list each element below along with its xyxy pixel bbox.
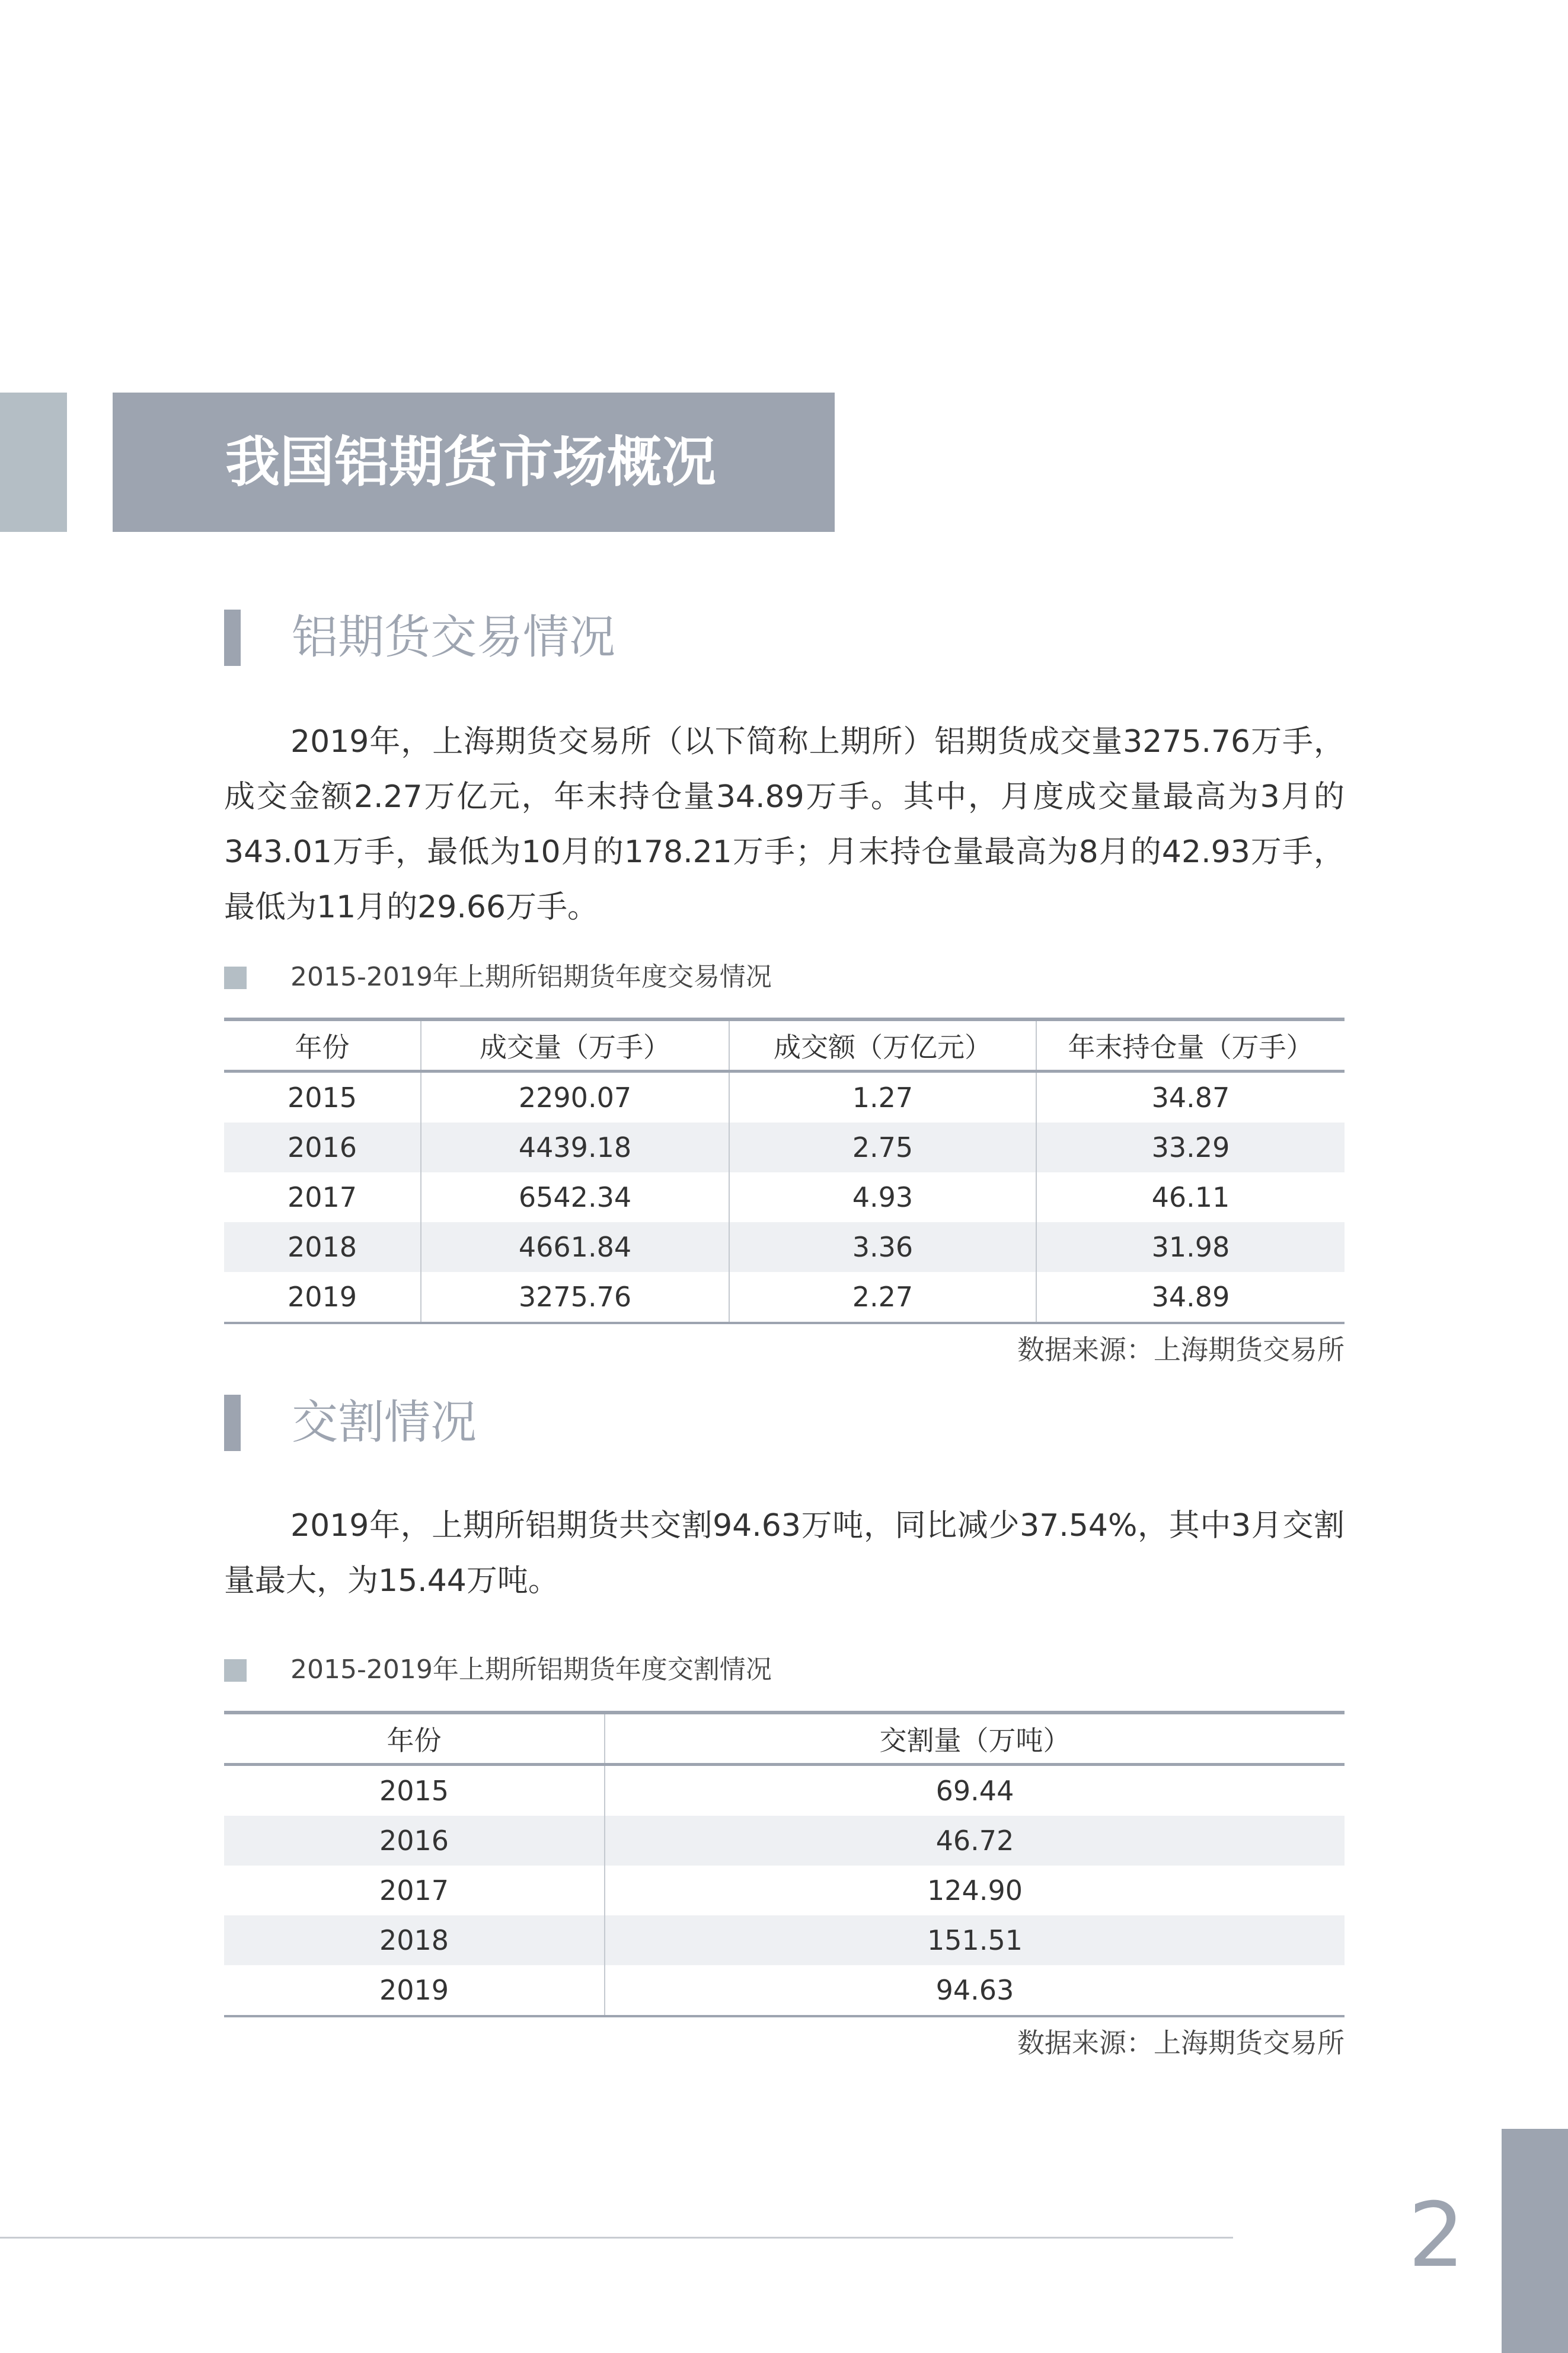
column-header: 年末持仓量（万手） xyxy=(1036,1019,1345,1072)
table-cell: 2015 xyxy=(379,1775,449,1807)
table-row xyxy=(224,1915,1345,1965)
trading-paragraph: 2019年，上海期货交易所（以下简称上期所）铝期货成交量3275.76万手，成交金额2.27万亿元，年末持仓量34.89万手。其中，月度成交量最高为3月的343.01万手，最低为10月的178.21万手；月末持仓量最高为8月的42.93万手，最低为11月的29.66万手。 xyxy=(224,724,1345,925)
table-cell: 2016 xyxy=(224,1816,605,1866)
caption-marker xyxy=(224,1659,247,1682)
table-cell: 2018 xyxy=(224,1222,421,1272)
column-header: 年份 xyxy=(224,1019,421,1072)
trading-table xyxy=(224,1018,1345,1324)
table-row xyxy=(224,1965,1345,2016)
section-title-trading: 铝期货交易情况 xyxy=(292,611,616,664)
column-header: 成交额（万亿元） xyxy=(729,1019,1036,1072)
table-cell: 124.90 xyxy=(605,1866,1345,1915)
table-row xyxy=(224,1765,1345,1816)
table-cell: 6542.34 xyxy=(421,1172,729,1222)
column-header: 成交量（万手） xyxy=(421,1019,729,1072)
table-cell: 3275.76 xyxy=(421,1272,729,1323)
table-row xyxy=(224,1866,1345,1915)
table-row xyxy=(224,1123,1345,1172)
table-cell: 2.27 xyxy=(729,1272,1036,1323)
table-cell: 2018 xyxy=(224,1915,605,1965)
table-cell: 1.27 xyxy=(729,1072,1036,1123)
column-header: 年份 xyxy=(224,1713,605,1765)
delivery-table xyxy=(224,1711,1345,2017)
section-title-delivery: 交割情况 xyxy=(292,1396,477,1449)
column-header: 交割量（万吨） xyxy=(605,1713,1345,1765)
table-header-row xyxy=(224,1019,1345,1072)
section-marker xyxy=(224,610,241,666)
table-cell: 4.93 xyxy=(729,1172,1036,1222)
right-edge-tab xyxy=(1502,2129,1568,2353)
table-cell: 2015 xyxy=(287,1082,357,1114)
table-header-row xyxy=(224,1713,1345,1765)
table-cell: 46.72 xyxy=(605,1816,1345,1866)
chapter-title: 我国铝期货市场概况 xyxy=(225,431,717,494)
table-cell: 34.87 xyxy=(1036,1072,1345,1123)
table-cell: 33.29 xyxy=(1036,1123,1345,1172)
table-cell: 69.44 xyxy=(605,1765,1345,1816)
table-cell: 2019 xyxy=(224,1965,605,2016)
table-cell: 3.36 xyxy=(729,1222,1036,1272)
delivery-table-caption: 2015-2019年上期所铝期货年度交割情况 xyxy=(290,1654,772,1685)
data-source-note: 数据来源：上海期货交易所 xyxy=(1017,1334,1345,1366)
table-row xyxy=(224,1816,1345,1866)
table-cell: 2016 xyxy=(224,1123,421,1172)
page-number: 2 xyxy=(1408,2184,1465,2287)
caption-marker xyxy=(224,967,247,989)
table-cell: 2017 xyxy=(379,1874,449,1906)
table-cell: 4439.18 xyxy=(421,1123,729,1172)
section-marker xyxy=(224,1395,241,1451)
delivery-paragraph: 2019年，上期所铝期货共交割94.63万吨，同比减少37.54%，其中3月交割量最大，为15.44万吨。 xyxy=(224,1508,1345,1599)
table-cell: 34.89 xyxy=(1036,1272,1345,1323)
table-cell: 2017 xyxy=(287,1181,357,1213)
footer-rule xyxy=(0,2237,1233,2239)
table-row xyxy=(224,1272,1345,1323)
trading-table-caption: 2015-2019年上期所铝期货年度交易情况 xyxy=(290,962,772,992)
table-cell: 46.11 xyxy=(1036,1172,1345,1222)
table-cell: 4661.84 xyxy=(421,1222,729,1272)
table-row xyxy=(224,1072,1345,1123)
left-edge-tab xyxy=(0,393,67,532)
table-cell: 94.63 xyxy=(605,1965,1345,2016)
table-cell: 2019 xyxy=(224,1272,421,1323)
table-row xyxy=(224,1222,1345,1272)
data-source-note: 数据来源：上海期货交易所 xyxy=(1017,2027,1345,2059)
table-row xyxy=(224,1172,1345,1222)
table-cell: 151.51 xyxy=(605,1915,1345,1965)
table-cell: 31.98 xyxy=(1036,1222,1345,1272)
table-cell: 2290.07 xyxy=(421,1072,729,1123)
table-cell: 2.75 xyxy=(729,1123,1036,1172)
